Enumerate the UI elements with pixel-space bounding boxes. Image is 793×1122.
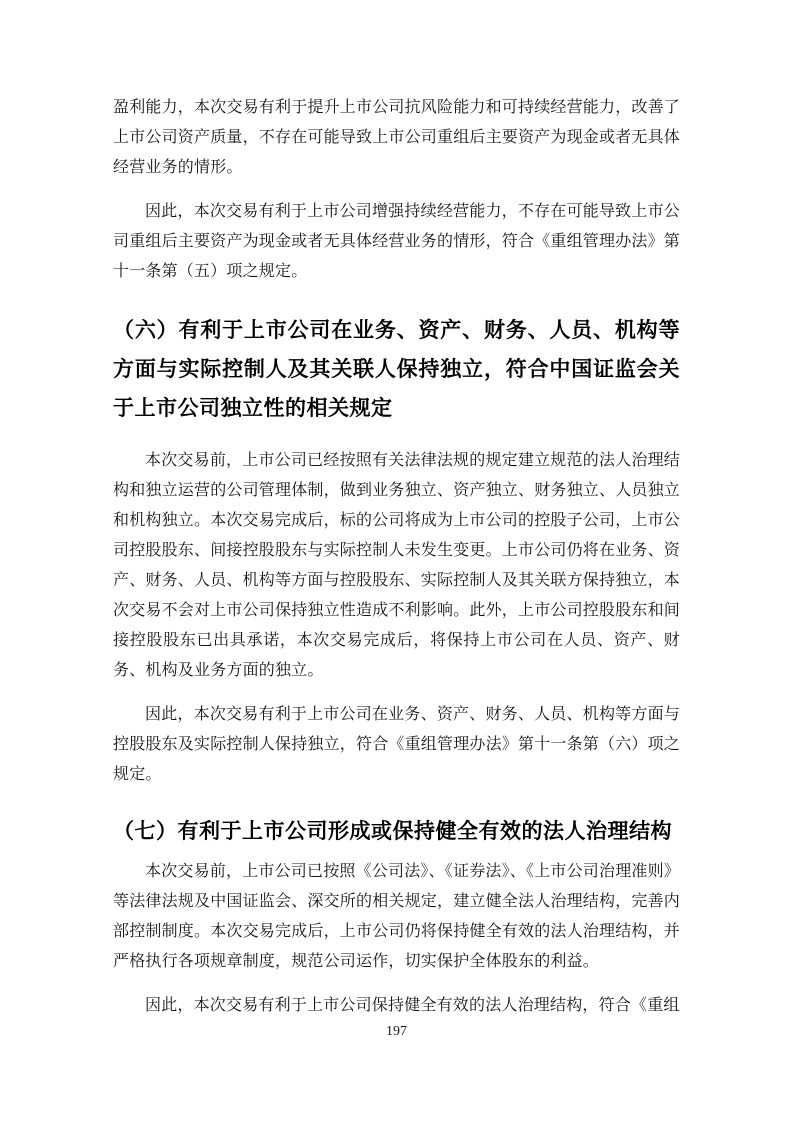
section-heading-7-governance: （七）有利于上市公司形成或保持健全有效的法人治理结构 [113, 820, 672, 843]
section-heading-6-independence: （六）有利于上市公司在业务、资产、财务、人员、机构等方面与实际控制人及其关联人保持独立，符合中国证监会关于上市公司独立性的相关规定 [113, 319, 680, 420]
paragraph-independence-detail: 本次交易前，上市公司已经按照有关法律法规的规定建立规范的法人治理结构和独立运营的公司管理体制，做到业务独立、资产独立、财务独立、人员独立和机构独立。本次交易完成后，标的公司将成为上市公司的控股子公司，上市公司控股股东、间接控股股东与实际控制人未发生变更。上市公司仍将在业务、资产、财务、人员、机构等方面与控股股东、实际控制人及其关联方保持独立，本次交易不会对上市公司保持独立性造成不利影响。此外，上市公司控股股东和间接控股股东已出具承诺，本次交易完成后，将保持上市公司在人员、资产、财务、机构及业务方面的独立。 [113, 452, 681, 679]
page-number: 197 [386, 1024, 407, 1039]
paragraph-conclusion-item-6: 因此，本次交易有利于上市公司在业务、资产、财务、人员、机构等方面与控股股东及实际控制人保持独立，符合《重组管理办法》第十一条第（六）项之规定。 [113, 706, 681, 783]
paragraph-conclusion-item-7-partial: 因此，本次交易有利于上市公司保持健全有效的法人治理结构，符合《重组 [145, 997, 680, 1014]
paragraph-profitability-continuation: 盈利能力，本次交易有利于提升上市公司抗风险能力和可持续经营能力，改善了上市公司资产质量，不存在可能导致上市公司重组后主要资产为现金或者无具体经营业务的情形。 [113, 99, 681, 176]
paragraph-governance-detail: 本次交易前，上市公司已按照《公司法》、《证券法》、《上市公司治理准则》等法律法规及中国证监会、深交所的相关规定，建立健全法人治理结构，完善内部控制制度。本次交易完成后，上市公司仍将保持健全有效的法人治理结构，并严格执行各项规章制度，规范公司运作，切实保护全体股东的利益。 [113, 863, 681, 970]
paragraph-conclusion-item-5: 因此，本次交易有利于上市公司增强持续经营能力，不存在可能导致上市公司重组后主要资产为现金或者无具体经营业务的情形，符合《重组管理办法》第十一条第（五）项之规定。 [113, 203, 681, 280]
